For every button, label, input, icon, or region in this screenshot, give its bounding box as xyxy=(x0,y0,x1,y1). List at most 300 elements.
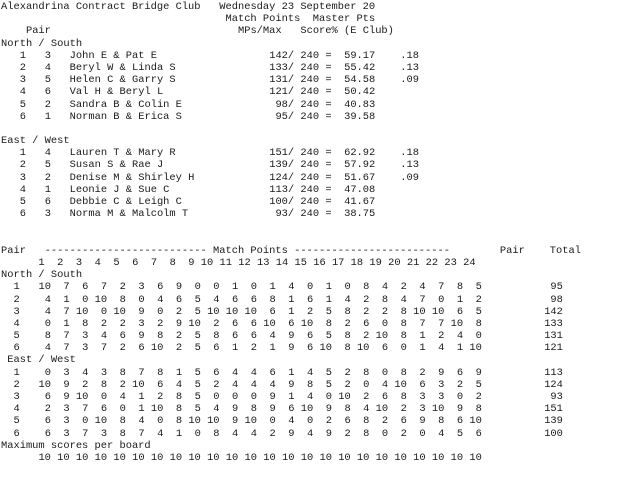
result-row: 2 4 Beryl W & Linda S 133/ 240 = 55.42 .13 xyxy=(19,61,419,74)
board-score: 9 xyxy=(438,366,445,379)
ew-results-title: East / West xyxy=(1,135,70,148)
board-score: 4 xyxy=(100,330,108,343)
board-score: 6 xyxy=(306,342,314,355)
place-number: 1 xyxy=(19,147,26,160)
board-score: 10 xyxy=(300,403,314,416)
match-points-heading: Match Points xyxy=(225,13,301,26)
board-score: 8 xyxy=(175,415,183,428)
pair-names: Denise M & Shirley H xyxy=(69,171,195,184)
board-score: 8 xyxy=(344,342,351,355)
ns-results-section xyxy=(1,38,640,123)
board-score: 10 xyxy=(132,378,145,391)
board-score: 9 xyxy=(288,378,295,391)
board-score: 5 xyxy=(194,366,201,379)
grid-pair-number: 6 xyxy=(13,427,20,440)
place-number: 1 xyxy=(19,49,26,62)
max-score: 10 xyxy=(394,451,407,464)
score-percent: 59.17 xyxy=(344,49,376,62)
place-number: 4 xyxy=(19,86,26,99)
max-score: 10 xyxy=(450,451,464,464)
match-points: 151 xyxy=(269,147,288,160)
board-score: 0 xyxy=(44,366,51,379)
match-points: 100 xyxy=(269,196,288,208)
spacer xyxy=(1,233,640,245)
board-number: 3 xyxy=(75,256,83,269)
max-score: 10 xyxy=(300,451,314,464)
board-score: 4 xyxy=(157,293,164,306)
board-score: 8 xyxy=(100,378,108,391)
header-line-3 xyxy=(1,25,640,37)
board-score: 5 xyxy=(194,330,201,343)
board-score: 9 xyxy=(456,403,464,416)
board-number: 23 xyxy=(444,256,457,269)
max-score: 10 xyxy=(38,451,51,464)
ns-results-title: North / South xyxy=(1,37,83,50)
board-score: 6 xyxy=(419,378,426,391)
master-points: .13 xyxy=(400,61,419,74)
place-number: 6 xyxy=(19,208,26,221)
board-score: 10 xyxy=(300,317,314,330)
board-score: 3 xyxy=(138,317,145,330)
board-score: 8 xyxy=(363,427,370,440)
grid-pair-heading-right: Pair xyxy=(499,244,525,257)
board-score: 6 xyxy=(306,330,314,343)
board-score: 8 xyxy=(400,366,407,379)
board-score: 10 xyxy=(94,415,108,428)
max-score: 10 xyxy=(263,451,276,464)
title-line xyxy=(1,1,640,13)
result-row: 1 4 Lauren T & Mary R 151/ 240 = 62.92 .18 xyxy=(19,147,419,160)
pair-total: 121 xyxy=(544,342,563,355)
board-score: 1 xyxy=(288,293,295,306)
grid-header-line: Pair -------------------------- Match Points ------------------------- Pair Total xyxy=(1,244,581,257)
board-score: 2 xyxy=(400,427,407,440)
board-score: 9 xyxy=(175,281,183,294)
board-score: 9 xyxy=(288,330,295,343)
board-score: 5 xyxy=(194,378,201,391)
board-score: 10 xyxy=(94,293,108,306)
result-row: 4 1 Leonie J & Sue C 113/ 240 = 47.08 xyxy=(19,183,376,196)
board-score: 0 xyxy=(438,293,445,306)
board-score: 8 xyxy=(325,317,332,330)
board-score: 4 xyxy=(438,342,445,355)
board-score: 1 xyxy=(325,281,332,294)
pair-total: 100 xyxy=(544,427,563,440)
board-score: 0 xyxy=(157,415,164,428)
board-score: 2 xyxy=(381,305,389,318)
board-score: 5 xyxy=(194,403,201,416)
place-number: 2 xyxy=(19,61,26,74)
board-score: 8 xyxy=(363,415,370,428)
max-score: 10 xyxy=(132,451,145,464)
board-score: 0 xyxy=(250,391,258,403)
grid-row xyxy=(1,379,640,391)
max-score: 10 xyxy=(94,451,108,464)
board-score: 10 xyxy=(469,415,482,428)
max-score: 10 xyxy=(469,451,482,464)
place-number: 5 xyxy=(19,196,26,208)
pair-number: 2 xyxy=(44,98,51,111)
board-score: 0 xyxy=(456,391,464,403)
board-score: 2 xyxy=(213,378,220,391)
master-points: .13 xyxy=(400,159,419,172)
board-score: 6 xyxy=(157,281,164,294)
board-score: 6 xyxy=(138,342,145,355)
pair-number: 1 xyxy=(44,110,51,123)
board-score: 7 xyxy=(63,330,70,343)
score-percent: 39.58 xyxy=(344,110,376,123)
board-number: 12 xyxy=(238,256,251,269)
pair-names: Debbie C & Leigh C xyxy=(69,196,182,208)
board-number: 18 xyxy=(350,256,364,269)
grid-pair-number: 3 xyxy=(13,391,20,403)
board-score: 2 xyxy=(400,403,407,416)
pair-number: 5 xyxy=(44,74,51,87)
board-score: 0 xyxy=(306,281,314,294)
board-score: 6 xyxy=(344,415,351,428)
board-score: 0 xyxy=(157,305,164,318)
board-score: 4 xyxy=(306,366,314,379)
board-score: 8 xyxy=(400,330,407,343)
max-score: 10 xyxy=(244,451,257,464)
board-score: 3 xyxy=(438,378,445,391)
board-score: 8 xyxy=(363,366,370,379)
board-score: 10 xyxy=(244,305,258,318)
board-score: 10 xyxy=(244,415,258,428)
board-score: 4 xyxy=(306,427,314,440)
board-score: 4 xyxy=(82,366,89,379)
ns-grid-title: North / South xyxy=(1,269,83,282)
grid-row xyxy=(1,428,640,440)
place-number: 3 xyxy=(19,171,26,184)
board-score: 10 xyxy=(75,305,89,318)
board-score: 3 xyxy=(419,391,426,403)
max-points: 240 xyxy=(300,159,320,172)
board-score: 3 xyxy=(82,342,89,355)
board-score: 1 xyxy=(232,281,239,294)
board-score: 9 xyxy=(232,403,239,416)
board-score: 4 xyxy=(381,281,389,294)
max-scores-row xyxy=(1,452,640,464)
board-number: 16 xyxy=(313,256,326,269)
max-score: 10 xyxy=(113,451,126,464)
board-score: 5 xyxy=(194,293,201,306)
board-score: 8 xyxy=(344,305,351,318)
result-row: 4 6 Val H & Beryl L 121/ 240 = 50.42 xyxy=(19,86,376,99)
board-number: 8 xyxy=(169,256,176,269)
place-number: 3 xyxy=(19,74,26,87)
board-number: 9 xyxy=(188,256,195,269)
grid-row xyxy=(1,306,640,318)
board-score: 9 xyxy=(325,403,332,416)
board-score: 6 xyxy=(250,330,258,343)
board-score: 8 xyxy=(400,305,407,318)
match-points: 139 xyxy=(269,159,288,172)
board-score: 0 xyxy=(269,415,276,428)
board-score: 6 xyxy=(269,305,276,318)
board-score: 6 xyxy=(400,415,407,428)
board-score: 7 xyxy=(438,317,445,330)
board-score: 6 xyxy=(475,427,482,440)
board-score: 1 xyxy=(138,391,145,403)
pair-number: 6 xyxy=(44,86,51,99)
pair-total: 142 xyxy=(544,305,563,318)
result-row: 3 2 Denise M & Shirley H 124/ 240 = 51.67 .09 xyxy=(19,171,419,184)
board-score: 2 xyxy=(119,317,126,330)
board-score: 0 xyxy=(325,391,332,403)
board-score: 0 xyxy=(232,391,239,403)
board-score: 8 xyxy=(269,293,276,306)
board-score: 5 xyxy=(194,342,201,355)
board-score: 9 xyxy=(325,427,332,440)
board-score: 7 xyxy=(419,317,426,330)
club-name: Alexandrina Contract Bridge Club xyxy=(1,1,201,13)
board-score: 0 xyxy=(419,427,426,440)
max-score: 10 xyxy=(75,451,89,464)
board-score: 2 xyxy=(82,378,89,391)
board-score: 7 xyxy=(100,281,108,294)
max-points: 240 xyxy=(300,183,320,196)
board-score: 2 xyxy=(344,427,351,440)
place-number: 2 xyxy=(19,159,26,172)
board-score: 1 xyxy=(232,342,239,355)
board-score: 8 xyxy=(250,403,258,416)
pair-names: Sandra B & Colin E xyxy=(69,98,182,111)
board-score: 0 xyxy=(44,317,51,330)
score-percent: 51.67 xyxy=(344,171,376,184)
score-percent: 40.83 xyxy=(344,98,376,111)
board-score: 7 xyxy=(100,342,108,355)
board-score: 8 xyxy=(344,403,351,416)
board-score: 6 xyxy=(44,427,51,440)
max-points: 240 xyxy=(300,49,320,62)
board-score: 2 xyxy=(363,391,370,403)
board-score: 7 xyxy=(138,366,145,379)
board-score: 3 xyxy=(63,427,70,440)
pair-heading: Pair xyxy=(25,25,51,38)
max-points: 240 xyxy=(300,171,320,184)
board-score: 6 xyxy=(381,391,389,403)
max-score: 10 xyxy=(169,451,183,464)
board-score: 4 xyxy=(250,366,258,379)
board-score: 10 xyxy=(356,342,370,355)
max-score: 10 xyxy=(150,451,164,464)
board-score: 9 xyxy=(269,403,276,416)
pair-total: 139 xyxy=(544,415,563,428)
match-points: 98 xyxy=(275,98,288,111)
board-score: 2 xyxy=(475,293,482,306)
board-score: 4 xyxy=(456,330,464,343)
board-score: 2 xyxy=(157,391,164,403)
score-percent: 47.08 xyxy=(344,183,376,196)
board-score: 6 xyxy=(175,293,183,306)
board-score: 1 xyxy=(288,305,295,318)
match-points: 113 xyxy=(269,183,288,196)
board-score: 4 xyxy=(44,305,51,318)
board-number: 6 xyxy=(132,256,139,269)
board-score: 6 xyxy=(100,403,108,416)
board-number: 19 xyxy=(369,256,382,269)
board-score: 7 xyxy=(63,281,70,294)
board-score: 4 xyxy=(157,427,164,440)
board-score: 1 xyxy=(269,281,276,294)
board-score: 3 xyxy=(63,403,70,416)
pair-number: 4 xyxy=(44,147,51,160)
board-score: 9 xyxy=(288,342,295,355)
board-score: 9 xyxy=(232,415,239,428)
board-score: 10 xyxy=(263,317,276,330)
master-pts-heading: Master Pts xyxy=(312,13,376,26)
master-points: .18 xyxy=(400,49,419,62)
board-score: 6 xyxy=(157,378,164,391)
board-score: 10 xyxy=(188,415,201,428)
board-score: 2 xyxy=(119,281,126,294)
board-score: 9 xyxy=(175,317,183,330)
pair-number: 2 xyxy=(44,171,51,184)
board-score: 8 xyxy=(157,330,164,343)
board-score: 1 xyxy=(269,342,276,355)
board-score: 1 xyxy=(456,342,464,355)
board-score: 0 xyxy=(213,281,220,294)
board-score: 10 xyxy=(375,330,389,343)
grid-row xyxy=(1,342,640,354)
board-score: 6 xyxy=(456,366,464,379)
match-points: 93 xyxy=(275,208,288,221)
board-score: 3 xyxy=(100,427,108,440)
board-score: 8 xyxy=(119,415,126,428)
ew-grid-title: East / West xyxy=(7,354,76,367)
board-score: 6 xyxy=(213,342,220,355)
board-score: 2 xyxy=(344,366,351,379)
board-score: 4 xyxy=(344,293,351,306)
pair-names: Lauren T & Mary R xyxy=(69,147,176,160)
board-score: 6 xyxy=(232,317,239,330)
board-score: 0 xyxy=(194,427,201,440)
pair-names: Val H & Beryl L xyxy=(69,86,164,99)
board-score: 4 xyxy=(119,391,126,403)
grid-pair-number: 5 xyxy=(13,330,20,343)
header-line-2 xyxy=(1,13,640,25)
board-score: 1 xyxy=(419,342,426,355)
board-score: 2 xyxy=(438,330,445,343)
board-score: 10 xyxy=(150,403,164,416)
result-row: 5 2 Sandra B & Colin E 98/ 240 = 40.83 xyxy=(19,98,376,111)
board-score: 0 xyxy=(138,293,145,306)
board-score: 2 xyxy=(419,366,426,379)
max-score: 10 xyxy=(413,451,426,464)
board-score: 3 xyxy=(63,366,70,379)
board-score: 7 xyxy=(82,427,89,440)
board-score: 8 xyxy=(175,403,183,416)
board-score: 4 xyxy=(288,415,295,428)
score-percent: 55.42 xyxy=(344,61,376,74)
board-score: 2 xyxy=(363,305,370,318)
board-score: 3 xyxy=(419,403,426,416)
pair-total: 133 xyxy=(544,317,563,330)
spacer xyxy=(1,220,640,232)
pair-number: 4 xyxy=(44,61,51,74)
board-score: 8 xyxy=(175,391,183,403)
board-score: 4 xyxy=(175,378,183,391)
board-score: 8 xyxy=(381,293,389,306)
master-points: .09 xyxy=(400,74,419,87)
score-pct-heading: Score% xyxy=(300,25,338,38)
board-score: 3 xyxy=(138,281,145,294)
board-score: 2 xyxy=(363,330,370,343)
board-score: 10 xyxy=(75,391,89,403)
grid-pair-number: 4 xyxy=(13,317,20,330)
board-score: 2 xyxy=(175,305,183,318)
board-score: 1 xyxy=(288,391,295,403)
pair-total: 95 xyxy=(550,281,563,294)
max-points: 240 xyxy=(300,196,320,208)
pair-names: Norma M & Malcolm T xyxy=(69,208,189,221)
board-score: 9 xyxy=(288,427,295,440)
grid-pair-number: 1 xyxy=(13,366,20,379)
board-number: 5 xyxy=(113,256,120,269)
max-score: 10 xyxy=(375,451,389,464)
pair-names: Norman B & Erica S xyxy=(69,110,182,123)
board-score: 2 xyxy=(400,281,407,294)
grid-row xyxy=(1,330,640,342)
board-score: 10 xyxy=(319,342,332,355)
board-score: 2 xyxy=(456,378,464,391)
max-score: 10 xyxy=(188,451,201,464)
board-score: 8 xyxy=(44,330,51,343)
board-score: 4 xyxy=(138,415,145,428)
board-score: 1 xyxy=(456,293,464,306)
score-percent: 50.42 xyxy=(344,86,376,99)
grid-pair-number: 2 xyxy=(13,378,20,391)
board-number: 21 xyxy=(406,256,420,269)
board-score: 6 xyxy=(456,305,464,318)
board-score: 6 xyxy=(250,293,258,306)
board-score: 8 xyxy=(456,281,464,294)
board-score: 2 xyxy=(344,378,351,391)
board-score: 4 xyxy=(400,293,407,306)
max-points: 240 xyxy=(300,208,320,221)
board-score: 8 xyxy=(119,427,126,440)
max-score: 10 xyxy=(356,451,370,464)
board-score: 5 xyxy=(475,305,482,318)
board-score: 5 xyxy=(194,391,201,403)
board-score: 3 xyxy=(63,415,70,428)
board-score: 6 xyxy=(82,281,89,294)
board-score: 5 xyxy=(325,305,332,318)
board-score: 0 xyxy=(250,281,258,294)
master-points: .18 xyxy=(400,147,419,160)
pair-number: 3 xyxy=(44,49,51,62)
board-score: 4 xyxy=(250,378,258,391)
board-score: 5 xyxy=(475,378,482,391)
board-score: 5 xyxy=(325,366,332,379)
match-points: 133 xyxy=(269,61,288,74)
board-score: 4 xyxy=(381,378,389,391)
board-score: 6 xyxy=(306,293,314,306)
board-score: 10 xyxy=(450,317,464,330)
grid-pair-number: 5 xyxy=(13,415,20,428)
board-score: 2 xyxy=(325,415,332,428)
board-score: 9 xyxy=(419,415,426,428)
pair-names: Helen C & Garry S xyxy=(69,74,176,87)
board-score: 1 xyxy=(138,403,145,416)
max-scores-label: Maximum scores per board xyxy=(1,439,151,452)
board-score: 1 xyxy=(175,427,183,440)
max-score: 10 xyxy=(431,451,445,464)
spacer xyxy=(1,123,640,135)
board-score: 4 xyxy=(213,293,220,306)
match-points: 131 xyxy=(269,74,288,87)
